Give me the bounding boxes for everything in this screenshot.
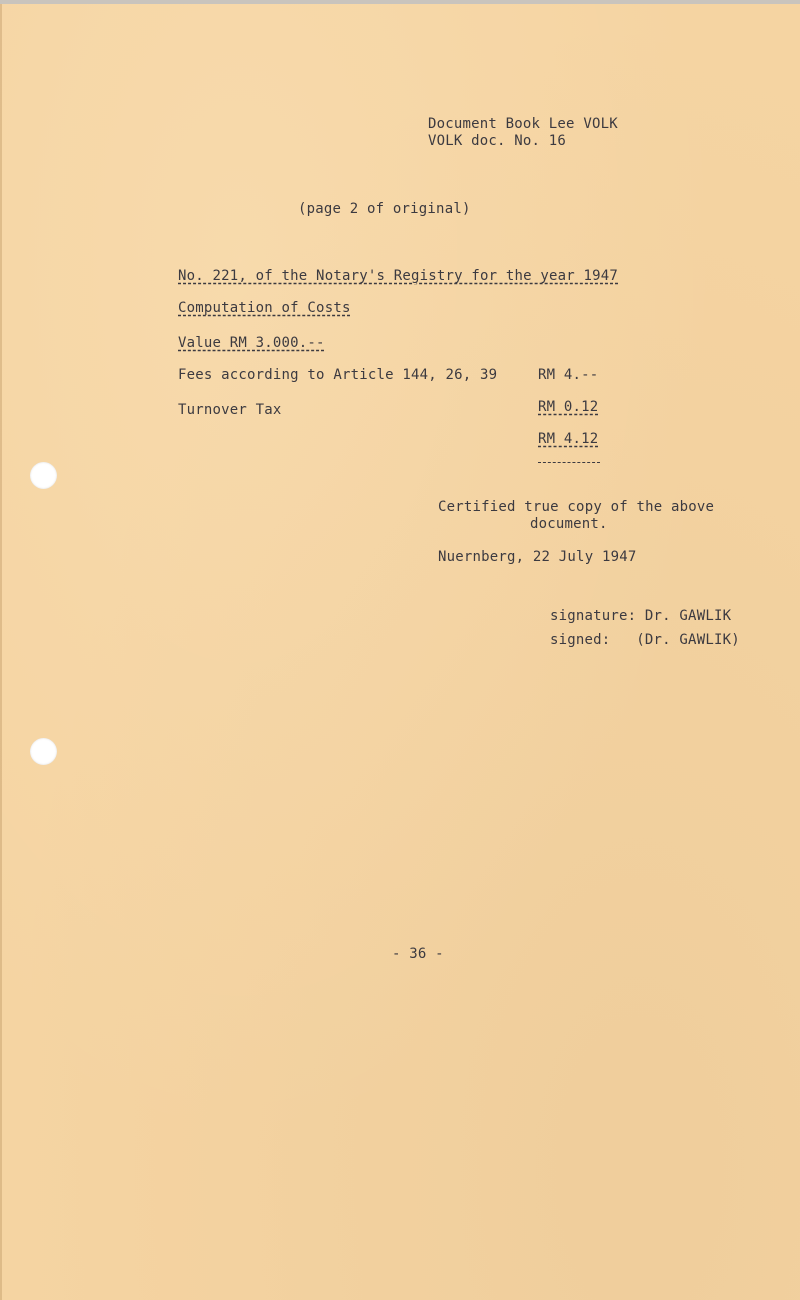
cost-item-amount: RM 4.-- [538, 367, 599, 383]
page-note: (page 2 of original) [298, 201, 471, 217]
signed-line: signed: (Dr. GAWLIK) [550, 632, 740, 648]
total-rule [538, 462, 600, 463]
punch-hole-upper [30, 462, 57, 489]
scan-left-edge [0, 4, 2, 1300]
document-book-reference: Document Book Lee VOLK [428, 116, 618, 132]
cost-item-label: Turnover Tax [178, 402, 282, 418]
certification-line-2: document. [530, 516, 608, 532]
document-number: VOLK doc. No. 16 [428, 133, 567, 149]
registry-heading: No. 221, of the Notary's Registry for the year 1947 [178, 268, 619, 284]
cost-item-amount: RM 0.12 [538, 399, 599, 415]
page-number: - 36 - [392, 946, 444, 962]
certification-line-1: Certified true copy of the above [438, 499, 715, 515]
computation-heading: Computation of Costs [178, 300, 351, 316]
cost-total: RM 4.12 [538, 431, 599, 447]
punch-hole-lower [30, 738, 57, 765]
scan-top-edge [0, 0, 800, 4]
value-line: Value RM 3.000.-- [178, 335, 325, 351]
place-and-date: Nuernberg, 22 July 1947 [438, 549, 637, 565]
cost-item-label: Fees according to Article 144, 26, 39 [178, 367, 498, 383]
signature-line: signature: Dr. GAWLIK [550, 608, 732, 624]
